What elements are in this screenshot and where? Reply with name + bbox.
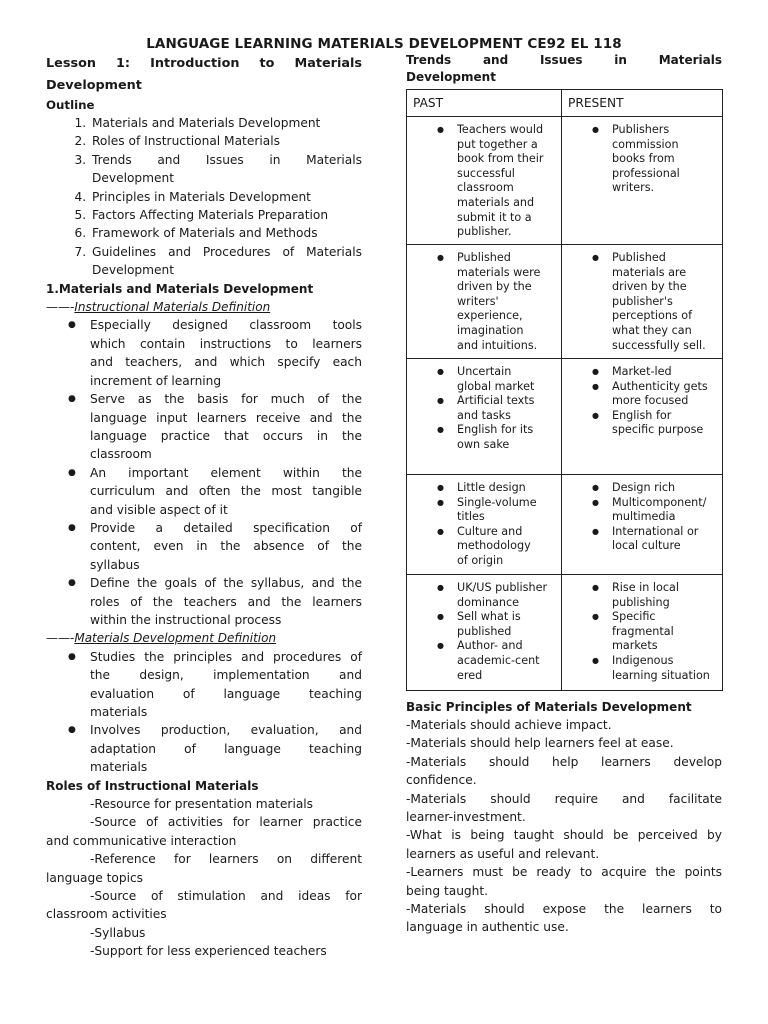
principle-line: -Materials should require and facilitate [406,791,722,806]
trends-bullet [612,409,716,438]
lesson-title-line1: Lesson 1: Introduction to Materials [46,56,362,71]
trends-bullet-line: ● Culture and [457,524,523,538]
bullet-item [90,519,362,574]
trends-bullet-line: book from their [457,152,544,166]
outline-heading: Outline [46,98,95,112]
outline-item-line: 1. Materials and Materials Development [92,116,321,130]
left-column [46,52,362,961]
trends-cell-list [568,251,716,353]
trends-bullet [457,639,555,683]
bullet-item [90,721,362,776]
trends-bullet-line: ● English for its [457,423,534,437]
definition-prefix: ——- [46,300,75,315]
bullet-line: ● Serve as the basis for much of the [90,392,362,407]
bullet-line: materials [90,760,148,775]
bullet-line: adaptation of language teaching [90,741,362,756]
role-line: -Resource for presentation materials [90,797,314,812]
bullet-item [90,574,362,629]
bullet-line: ● Studies the principles and procedures of [90,649,362,664]
role-line: -Source of activities for learner practice [90,815,362,830]
right-column [406,52,722,937]
bullet-line: the design, implementation and [90,668,362,683]
trends-bullet [457,423,555,452]
trends-bullet-line: publisher's [612,294,673,308]
trends-bullet [457,496,555,525]
definition-prefix: ——- [46,631,75,646]
trends-bullet [612,365,716,380]
trends-cell-past [407,359,562,475]
outline-item-line: Development [92,171,175,186]
instructional-materials-bullets [46,316,362,629]
trends-bullet-line: materials are [612,265,687,279]
trends-bullet [457,481,555,496]
trends-cell-list [413,481,555,569]
trends-cell-past [407,575,562,691]
trends-bullet-line: ● Rise in local [612,581,679,594]
trends-bullet-line: classroom [457,181,514,195]
trends-row [407,359,723,475]
principle-line: -Materials should help learners feel at ease. [406,736,674,751]
trends-bullet-line: ● Artificial texts [457,394,535,408]
bullet-line: classroom [90,447,152,462]
instructional-materials-definition-heading [46,298,362,316]
trends-bullet-line: driven by the [612,280,687,294]
trends-bullet-line: ● Uncertain [457,365,512,378]
bullet-line: ● Involves production, evaluation, and [90,723,362,738]
outline-item-line: 2. Roles of Instructional Materials [92,134,280,149]
role-item [46,850,362,887]
outline-item [90,114,362,132]
bullet-line: curriculum and often the most tangible [90,484,362,499]
trends-bullet [612,251,716,353]
trends-bullet-line: publishing [612,595,670,609]
outline-item-line: 6. Framework of Materials and Methods [92,226,318,241]
trends-bullet-line: books from [612,152,675,166]
principle-item [406,753,722,790]
principle-line: -Materials should expose the learners to [406,902,722,917]
trends-cell-past [407,117,562,245]
trends-bullet-line: what they can [612,323,692,337]
trends-bullet-line: successfully sell. [612,338,706,352]
bullet-line: increment of learning [90,373,222,388]
outline-item-line: Development [92,263,175,278]
role-item [46,942,362,960]
trends-bullet-line: ● International or [612,524,699,538]
trends-bullet-line: publisher. [457,225,512,239]
role-line: -Support for less experienced teachers [90,944,327,959]
principle-item [406,900,722,937]
bullet-line: ● Provide a detailed specification of [90,520,362,535]
role-line: -Syllabus [90,925,146,940]
trends-bullet-line: global market [457,379,535,393]
trends-row [407,245,723,359]
trends-bullet-line: driven by the [457,280,532,294]
trends-bullet-line: submit it to a [457,210,532,224]
trends-bullet-line: ● Market-led [612,365,672,378]
trends-bullet [457,365,555,394]
bullet-line: and visible aspect of it [90,502,228,517]
trends-cell-present [562,117,723,245]
principle-line: -What is being taught should be perceived by [406,828,722,843]
trends-heading-line2: Development [406,70,496,84]
trends-bullet-line: ● Teachers would [457,123,544,136]
trends-bullet-line: titles [457,510,485,524]
trends-bullet [612,525,716,554]
principle-line: language in authentic use. [406,920,569,935]
trends-bullet-line: published [457,624,512,638]
trends-bullet [612,610,716,654]
trends-bullet-line: experience, [457,309,523,323]
bullet-line: content, even in the absence of the [90,539,362,554]
bullet-item [90,390,362,464]
principle-line: confidence. [406,773,477,788]
outline-item-line: 7. Guidelines and Procedures of Materials [92,244,362,259]
principles-list [406,716,722,937]
trends-bullet-line: learning situation [612,668,710,682]
trends-cell-present [562,575,723,691]
principles-heading: Basic Principles of Materials Development [406,700,692,714]
trends-cell-past [407,245,562,359]
trends-bullet-line: successful [457,166,515,180]
outline-list [46,114,362,280]
principle-item [406,790,722,827]
role-line: and communicative interaction [46,833,237,848]
role-line: classroom activities [46,907,167,922]
trends-bullet [457,581,555,610]
trends-bullet-line: ● Specific [612,610,656,624]
trends-bullet [612,581,716,610]
trends-cell-list [413,251,555,353]
principle-item [406,826,722,863]
trends-cell-present [562,245,723,359]
trends-bullet-line: ● Authenticity gets [612,379,708,393]
role-item [46,795,362,813]
trends-bullet-line: professional [612,166,680,180]
definition-label: Instructional Materials Definition [74,300,271,315]
trends-cell-present [562,359,723,475]
trends-bullet-line: ● Single-volume [457,495,537,509]
role-item [46,924,362,942]
section1-heading: 1.Materials and Materials Development [46,281,314,296]
trends-row [407,475,723,575]
outline-item [90,188,362,206]
trends-bullet-line: ● Sell what is [457,610,521,624]
trends-table-header [407,90,723,117]
trends-bullet-line: ered [457,668,483,682]
trends-cell-list [568,481,716,554]
trends-bullet-line: ● Published [457,251,511,264]
trends-bullet [457,123,555,240]
bullet-item [90,648,362,722]
role-line: -Reference for learners on different [90,852,362,867]
outline-item-line: 4. Principles in Materials Development [92,189,311,204]
trends-bullet-line: ● Little design [457,481,526,494]
role-item [46,813,362,850]
roles-list [46,795,362,961]
principle-item [406,863,722,900]
document-title: LANGUAGE LEARNING MATERIALS DEVELOPMENT CE92 EL 118 [146,36,622,52]
column-header-present: PRESENT [562,90,723,117]
trends-cell-present [562,475,723,575]
trends-bullet [457,610,555,639]
trends-table [406,89,723,691]
outline-item-line: 5. Factors Affecting Materials Preparation [92,208,329,223]
trends-bullet-line: dominance [457,595,520,609]
trends-table-body [407,117,723,691]
trends-bullet-line: ● UK/US publisher [457,581,548,594]
principle-line: learner-investment. [406,810,526,825]
bullet-line: evaluation of language teaching [90,686,362,701]
trends-cell-list [413,581,555,683]
role-item [46,887,362,924]
trends-bullet-line: fragmental [612,624,674,638]
trends-cell-list [568,123,716,196]
materials-development-definition-heading [46,629,362,647]
principle-line: -Materials should achieve impact. [406,718,612,732]
trends-bullet-line: own sake [457,437,510,451]
trends-bullet-line: ● Publishers [612,123,670,136]
outline-item [90,206,362,224]
trends-bullet-line: markets [612,639,658,653]
trends-bullet [457,394,555,423]
trends-row [407,117,723,245]
trends-bullet-line: perceptions of [612,309,693,323]
outline-item [90,132,362,150]
trends-bullet [612,496,716,525]
trends-bullet-line: ● Design rich [612,481,676,494]
bullet-line: ● Define the goals of the syllabus, and the [90,576,362,591]
trends-bullet-line: ● Multicomponent/ [612,495,707,509]
outline-item [90,151,362,188]
trends-bullet-line: methodology [457,539,531,553]
trends-bullet-line: local culture [612,539,681,553]
trends-bullet-line: specific purpose [612,423,704,437]
trends-cell-list [413,365,555,453]
roles-heading: Roles of Instructional Materials [46,778,259,793]
trends-cell-list [413,123,555,240]
trends-bullet [612,654,716,683]
trends-cell-list [568,581,716,683]
bullet-line: syllabus [90,557,140,572]
trends-bullet-line: ● Indigenous [612,653,674,667]
trends-row [407,575,723,691]
column-header-past: PAST [407,90,562,117]
bullet-item [90,464,362,519]
principle-line: -Learners must be ready to acquire the points [406,865,722,880]
bullet-line: and teachers, and which specify each [90,355,362,370]
bullet-line: within the instructional process [90,612,282,627]
outline-item-line: 3. Trends and Issues in Materials [92,152,362,167]
trends-bullet [612,123,716,196]
trends-bullet-line: materials were [457,265,541,279]
principle-line: learners as useful and relevant. [406,846,600,861]
trends-cell-list [568,365,716,438]
trends-bullet-line: academic-cent [457,653,540,667]
bullet-line: language input learners receive and the [90,410,362,425]
outline-item [90,224,362,242]
bullet-item [90,316,362,390]
bullet-line: ● An important element within the [90,465,362,480]
trends-bullet-line: commission [612,137,679,151]
trends-bullet-line: multimedia [612,510,676,524]
trends-bullet-line: and tasks [457,408,511,422]
bullet-line: ● Especially designed classroom tools [90,318,362,333]
trends-bullet-line: ● Author- and [457,639,523,653]
bullet-line: which contain instructions to learners [90,336,362,351]
trends-bullet-line: and intuitions. [457,338,538,352]
principle-item [406,716,722,734]
principle-line: being taught. [406,883,489,898]
materials-development-bullets [46,648,362,777]
trends-cell-past [407,475,562,575]
principle-item [406,734,722,752]
trends-bullet-line: put together a [457,137,538,151]
trends-bullet [457,251,555,353]
bullet-line: language practice that occurs in the [90,428,362,443]
trends-bullet [612,481,716,496]
definition-label: Materials Development Definition [74,631,277,646]
trends-bullet [612,380,716,409]
bullet-line: materials [90,705,148,719]
trends-bullet-line: writers. [612,181,655,195]
trends-bullet-line: more focused [612,394,689,408]
trends-bullet-line: materials and [457,195,535,209]
bullet-line: roles of the teachers and the learners [90,594,362,609]
outline-item [90,243,362,280]
trends-bullet-line: of origin [457,553,504,567]
principle-line: -Materials should help learners develop [406,754,722,769]
trends-bullet-line: imagination [457,323,524,337]
trends-bullet-line: ● Published [612,251,666,264]
trends-heading-line1: Trends and Issues in Materials [406,53,722,67]
trends-bullet [457,525,555,569]
trends-bullet-line: ● English for [612,408,672,422]
role-line: -Source of stimulation and ideas for [90,889,362,904]
role-line: language topics [46,870,144,885]
trends-bullet-line: writers' [457,294,499,308]
lesson-title-line2: Development [46,78,142,93]
